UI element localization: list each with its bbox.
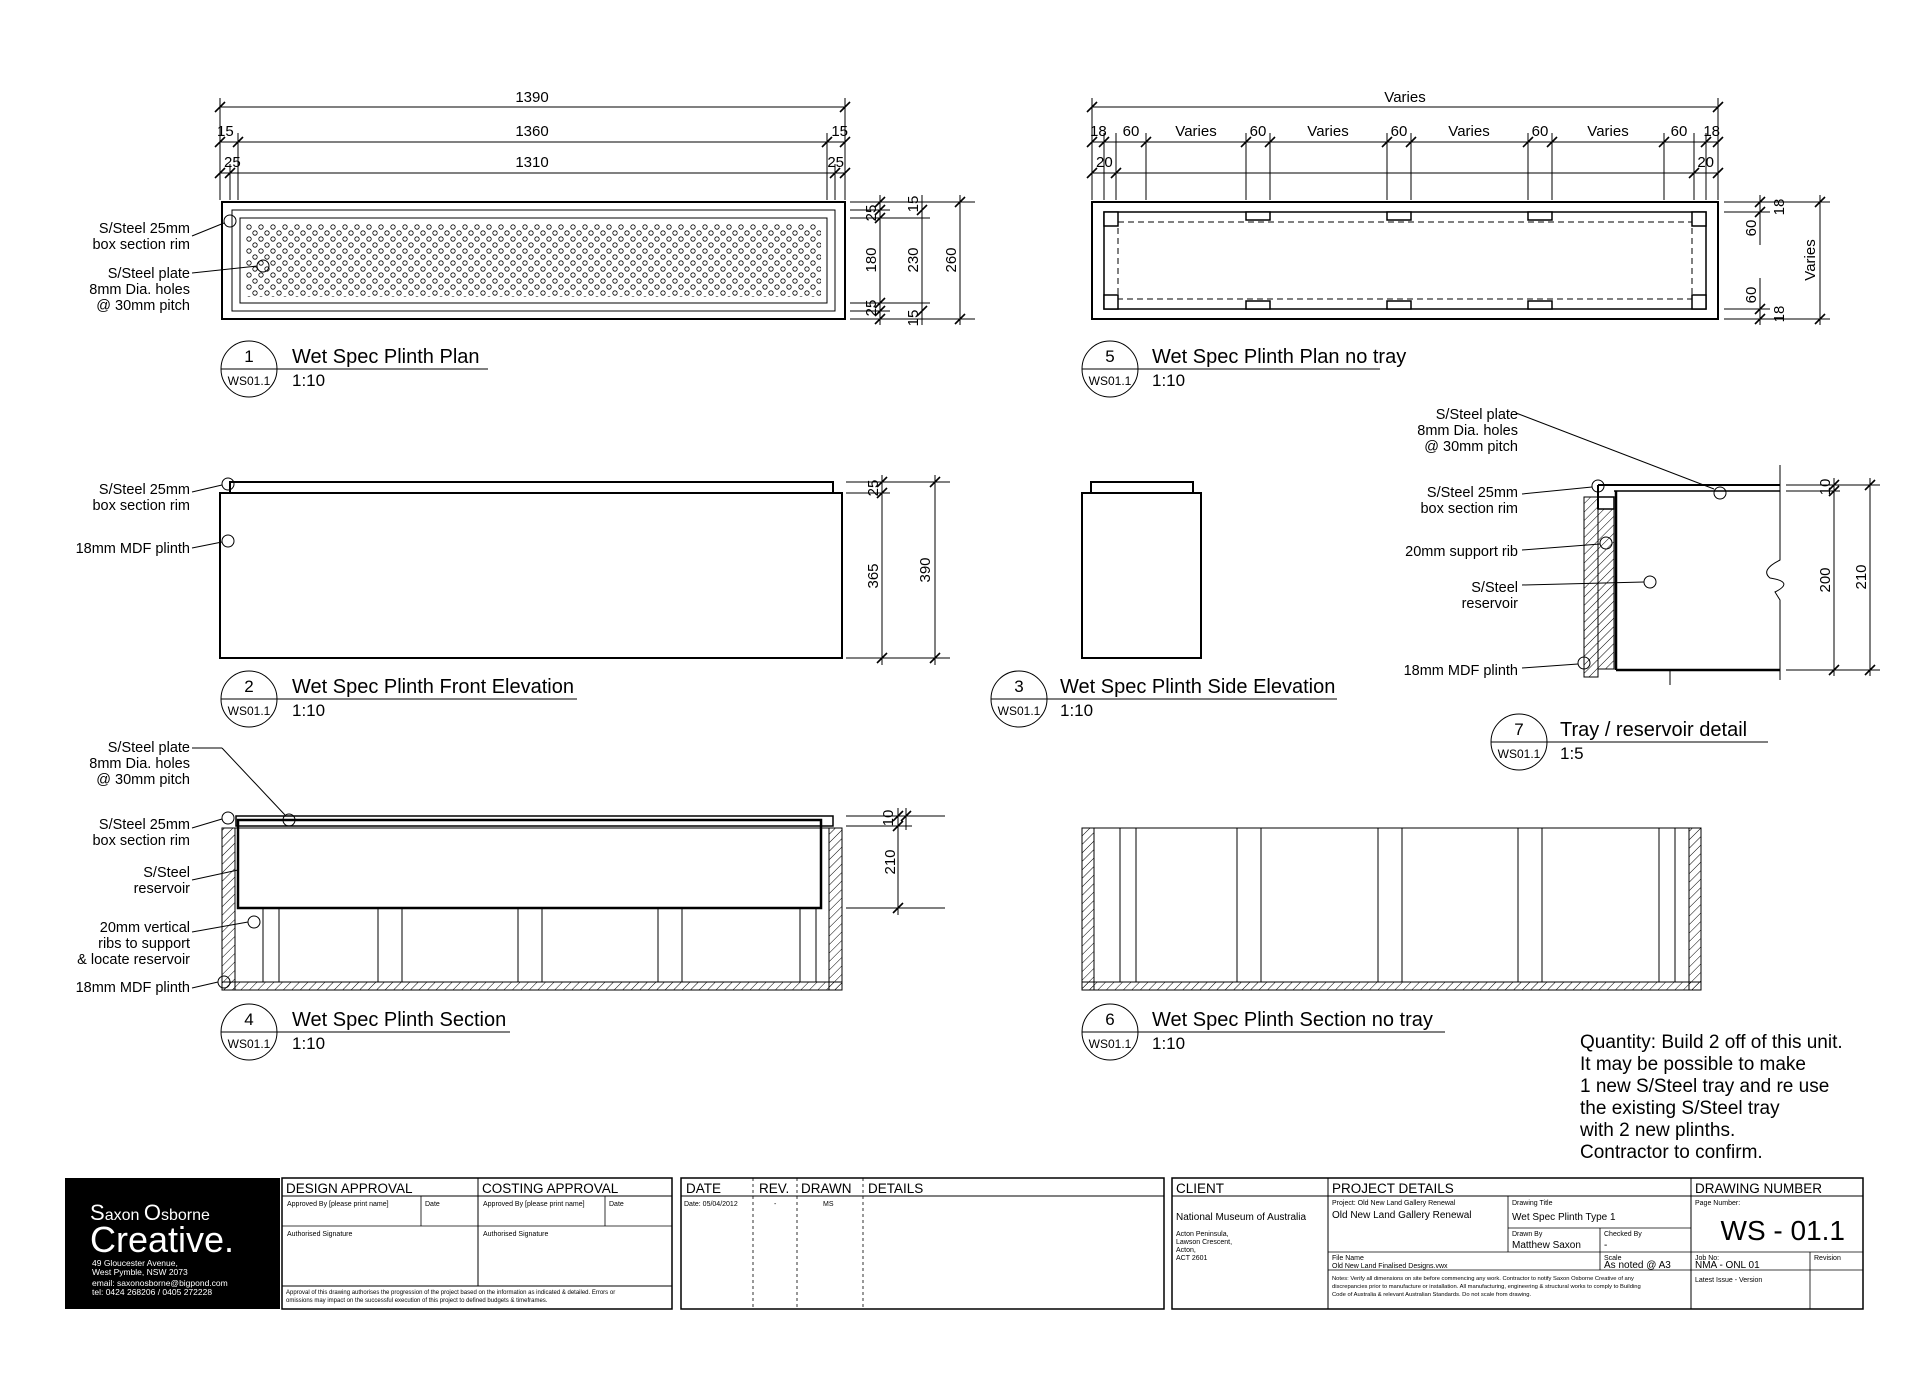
logo-tel: tel: 0424 268206 / 0405 272228 <box>92 1287 213 1297</box>
rev-drawn-header: DRAWN <box>801 1181 852 1196</box>
label-box-rim-2: box section rim <box>1420 501 1518 517</box>
file-name-label: File Name <box>1332 1255 1364 1262</box>
view-tag-5 <box>1082 341 1406 397</box>
label-reservoir: S/Steel <box>1471 580 1518 596</box>
label-mdf: 18mm MDF plinth <box>75 541 190 557</box>
drawing-number: WS - 01.1 <box>1720 1215 1845 1246</box>
project-header: PROJECT DETAILS <box>1332 1181 1454 1196</box>
page-number-label: Page Number: <box>1695 1200 1741 1207</box>
view-ref: WS01.1 <box>227 1037 271 1051</box>
dim-10: 10 <box>1817 478 1834 496</box>
view-scale: 1:10 <box>1152 1034 1186 1053</box>
checked-by-label: Checked By <box>1604 1231 1642 1238</box>
date-label: Date <box>609 1201 624 1208</box>
dim-15-left: 15 <box>217 123 234 140</box>
dim-60: 60 <box>1249 123 1267 140</box>
quantity-notes <box>1579 1032 1843 1163</box>
dim-18: 18 <box>1090 123 1107 140</box>
view-4-section <box>76 740 945 996</box>
label-plate-2: 8mm Dia. holes <box>89 282 190 298</box>
note-line: with 2 new plinths. <box>1580 1120 1736 1141</box>
client-name: National Museum of Australia <box>1176 1212 1307 1223</box>
dim-60: 60 <box>1670 123 1688 140</box>
view-title: Wet Spec Plinth Plan <box>292 346 480 368</box>
dim-1360: 1360 <box>515 123 549 140</box>
label-plate-2: 8mm Dia. holes <box>89 756 190 772</box>
dim-365: 365 <box>865 563 882 589</box>
dim-varies-height: Varies <box>1802 239 1819 281</box>
dim-varies: Varies <box>1587 123 1629 140</box>
view-ref: WS01.1 <box>1088 1037 1132 1051</box>
label-box-rim: S/Steel 25mm <box>98 482 190 498</box>
dim-25: 25 <box>865 479 882 497</box>
dim-25-right: 25 <box>827 154 844 171</box>
view-title: Wet Spec Plinth Section no tray <box>1152 1009 1433 1031</box>
dim-varies: Varies <box>1307 123 1349 140</box>
dim-25-top: 25 <box>863 204 880 222</box>
note-line: 1 new S/Steel tray and re use <box>1580 1076 1830 1097</box>
date-label: Date <box>425 1201 440 1208</box>
label-plate: S/Steel plate <box>107 266 190 282</box>
signature-label: Authorised Signature <box>287 1231 353 1238</box>
dim-varies: Varies <box>1175 123 1217 140</box>
dim-60: 60 <box>1531 123 1549 140</box>
general-notes: Code of Australia & relevant Australian Standards. Do not scale from drawing. <box>1332 1292 1532 1298</box>
view-number: 7 <box>1514 720 1524 739</box>
view-5-plan-no-tray <box>1087 89 1830 325</box>
label-mdf: 18mm MDF plinth <box>75 980 190 996</box>
project-name: Old New Land Gallery Renewal <box>1332 1210 1472 1221</box>
signature-label: Authorised Signature <box>483 1231 549 1238</box>
label-ribs-2: ribs to support <box>98 936 190 952</box>
project-label: Project: Old New Land Gallery Renewal <box>1332 1200 1456 1207</box>
view-ref: WS01.1 <box>227 704 271 718</box>
scale-label: Scale <box>1604 1255 1622 1262</box>
dim-varies-overall: Varies <box>1384 89 1426 106</box>
dim-15-bottom: 15 <box>905 309 922 327</box>
approved-by-label: Approved By [please print name] <box>483 1201 585 1208</box>
note-line: It may be possible to make <box>1580 1054 1806 1075</box>
latest-issue: Latest Issue - Version <box>1695 1277 1763 1284</box>
dim-18: 18 <box>1771 305 1788 323</box>
view-title: Wet Spec Plinth Section <box>292 1009 507 1031</box>
view-title: Wet Spec Plinth Front Elevation <box>292 676 574 698</box>
view-ref: WS01.1 <box>1497 747 1541 761</box>
view-tag-2 <box>221 671 577 727</box>
rev-row-drawn: MS <box>823 1201 834 1208</box>
dim-210: 210 <box>1853 564 1870 590</box>
scale-value: As noted @ A3 <box>1604 1260 1671 1271</box>
label-plate: S/Steel plate <box>1435 407 1518 423</box>
client-address: Lawson Crescent, <box>1176 1239 1233 1246</box>
logo-wordmark: Saxon Osborne <box>90 1200 210 1225</box>
label-reservoir: S/Steel <box>143 865 190 881</box>
view-6-section-no-tray <box>1082 828 1701 990</box>
rev-row-rev: - <box>774 1201 777 1208</box>
costing-approval-header: COSTING APPROVAL <box>482 1181 619 1196</box>
revision-label: Revision <box>1814 1255 1841 1262</box>
drawing-title: Wet Spec Plinth Type 1 <box>1512 1212 1616 1223</box>
dim-varies: Varies <box>1448 123 1490 140</box>
label-plate-3: @ 30mm pitch <box>1424 439 1518 455</box>
drawing-number-header: DRAWING NUMBER <box>1695 1181 1822 1196</box>
rev-rev-header: REV. <box>759 1181 790 1196</box>
view-number: 2 <box>244 677 254 696</box>
note-line: Contractor to confirm. <box>1580 1142 1763 1163</box>
label-box-rim: S/Steel 25mm <box>98 221 190 237</box>
view-3-side-elevation <box>1082 482 1201 658</box>
general-notes: discrepancies prior to manufacture or installation. All manufacturing, engineering & structural works to comply to Building <box>1332 1284 1641 1290</box>
logo-address: West Pymble, NSW 2073 <box>92 1267 188 1277</box>
client-address: Acton Peninsula, <box>1176 1231 1229 1238</box>
file-name: Old New Land Finalised Designs.vwx <box>1332 1263 1448 1270</box>
dim-1390: 1390 <box>515 89 549 106</box>
dim-60: 60 <box>1390 123 1408 140</box>
dim-60: 60 <box>1743 219 1760 237</box>
dim-20: 20 <box>1697 154 1714 171</box>
dim-260: 260 <box>943 247 960 273</box>
approval-note: Approval of this drawing authorises the progression of the project based on the information as indicated & detailed. Errors or <box>286 1290 616 1296</box>
view-scale: 1:10 <box>1060 701 1094 720</box>
note-line: the existing S/Steel tray <box>1580 1098 1780 1119</box>
approval-note: omissions may impact on the successful execution of this project to defined budgets & timeframes. <box>286 1298 548 1304</box>
rev-row-date: Date: 05/04/2012 <box>684 1201 738 1208</box>
view-scale: 1:10 <box>292 371 326 390</box>
job-no: NMA - ONL 01 <box>1695 1260 1760 1271</box>
client-header: CLIENT <box>1176 1181 1225 1196</box>
label-box-rim: S/Steel 25mm <box>98 817 190 833</box>
title-block <box>65 1178 1863 1309</box>
view-number: 6 <box>1105 1010 1115 1029</box>
dim-210: 210 <box>882 849 899 875</box>
view-scale: 1:10 <box>1152 371 1186 390</box>
note-line: Quantity: Build 2 off of this unit. <box>1580 1032 1843 1053</box>
label-reservoir-2: reservoir <box>1461 596 1518 612</box>
logo-email: email: saxonosborne@bigpond.com <box>92 1278 228 1288</box>
view-number: 1 <box>244 347 254 366</box>
view-ref: WS01.1 <box>1088 374 1132 388</box>
label-ribs-3: & locate reservoir <box>77 952 190 968</box>
view-title: Tray / reservoir detail <box>1560 719 1748 741</box>
logo-creative: Creative. <box>90 1219 235 1260</box>
view-title: Wet Spec Plinth Side Elevation <box>1060 676 1336 698</box>
dim-18: 18 <box>1703 123 1720 140</box>
dim-230: 230 <box>905 247 922 273</box>
label-mdf: 18mm MDF plinth <box>1403 663 1518 679</box>
label-plate-3: @ 30mm pitch <box>96 772 190 788</box>
dim-60: 60 <box>1743 286 1760 304</box>
dim-1310: 1310 <box>515 154 549 171</box>
view-tag-6 <box>1082 1004 1445 1060</box>
dim-200: 200 <box>1817 567 1834 593</box>
view-tag-7 <box>1491 714 1768 770</box>
dim-180: 180 <box>863 247 880 273</box>
job-no-label: Job No: <box>1695 1255 1720 1262</box>
drawing-title-label: Drawing Title <box>1512 1200 1553 1207</box>
label-box-rim-2: box section rim <box>92 833 190 849</box>
general-notes: Notes: Verify all dimensions on site before commencing any work. Contractor to notify Saxon Osborne Creative of any <box>1332 1276 1634 1282</box>
rev-date-header: DATE <box>686 1181 722 1196</box>
dim-390: 390 <box>917 557 934 583</box>
view-title: Wet Spec Plinth Plan no tray <box>1152 346 1407 368</box>
dim-25-bottom: 25 <box>863 299 880 317</box>
view-number: 3 <box>1014 677 1024 696</box>
view-scale: 1:10 <box>292 701 326 720</box>
label-box-rim-2: box section rim <box>92 237 190 253</box>
dim-15-right: 15 <box>831 123 848 140</box>
client-address: ACT 2601 <box>1176 1255 1208 1262</box>
drawn-by: Matthew Saxon <box>1512 1240 1581 1251</box>
label-plate-3: @ 30mm pitch <box>96 298 190 314</box>
view-ref: WS01.1 <box>997 704 1041 718</box>
label-box-rim: S/Steel 25mm <box>1426 485 1518 501</box>
view-tag-1 <box>221 341 488 397</box>
logo-address: 49 Gloucester Avenue, <box>92 1258 178 1268</box>
dim-15-top: 15 <box>905 195 922 213</box>
rev-details-header: DETAILS <box>868 1181 924 1196</box>
view-ref: WS01.1 <box>227 374 271 388</box>
checked-by: - <box>1604 1240 1608 1251</box>
view-number: 5 <box>1105 347 1115 366</box>
client-address: Acton, <box>1176 1247 1196 1254</box>
label-reservoir-2: reservoir <box>133 881 190 897</box>
view-2-front-elevation <box>76 475 950 665</box>
view-tag-4 <box>221 1004 510 1060</box>
label-ribs: 20mm vertical <box>99 920 190 936</box>
view-scale: 1:5 <box>1560 744 1584 763</box>
dim-60: 60 <box>1122 123 1140 140</box>
view-scale: 1:10 <box>292 1034 326 1053</box>
approved-by-label: Approved By [please print name] <box>287 1201 389 1208</box>
label-plate-2: 8mm Dia. holes <box>1417 423 1518 439</box>
view-tag-3 <box>991 671 1337 727</box>
view-1-plan <box>89 89 975 326</box>
label-box-rim-2: box section rim <box>92 498 190 514</box>
design-approval-header: DESIGN APPROVAL <box>286 1181 413 1196</box>
dim-25-left: 25 <box>224 154 241 171</box>
label-plate: S/Steel plate <box>107 740 190 756</box>
dim-18: 18 <box>1771 198 1788 216</box>
dim-10: 10 <box>880 809 897 827</box>
label-support-rib: 20mm support rib <box>1405 544 1518 560</box>
dim-20: 20 <box>1096 154 1113 171</box>
view-7-tray-detail <box>1404 407 1880 685</box>
drawn-by-label: Drawn By <box>1512 1231 1543 1238</box>
view-number: 4 <box>244 1010 254 1029</box>
